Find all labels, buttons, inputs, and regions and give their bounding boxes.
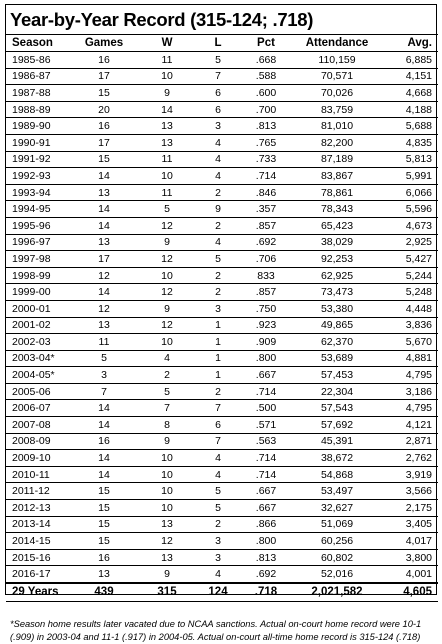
cell-avg: 6,066 bbox=[405, 186, 432, 199]
cell-games: 11 bbox=[98, 335, 110, 348]
cell-pct: 833 bbox=[257, 269, 275, 282]
cell-wins: 11 bbox=[161, 53, 173, 66]
cell-losses: 5 bbox=[215, 485, 221, 498]
cell-losses: 3 bbox=[215, 120, 221, 133]
cell-pct: .692 bbox=[255, 567, 277, 580]
cell-pct: .714 bbox=[255, 169, 277, 182]
table-title: Year-by-Year Record (315-124; .718) bbox=[10, 9, 314, 30]
cell-losses: 7 bbox=[215, 402, 221, 415]
totals-games: 439 bbox=[94, 586, 114, 599]
table-row bbox=[6, 450, 438, 467]
table-row bbox=[6, 267, 438, 284]
cell-losses: 2 bbox=[215, 385, 221, 398]
cell-season: 1998-99 bbox=[12, 269, 51, 282]
cell-wins: 11 bbox=[161, 186, 173, 199]
table-row bbox=[6, 101, 438, 118]
table-row bbox=[6, 383, 438, 400]
cell-wins: 8 bbox=[164, 418, 170, 431]
cell-wins: 9 bbox=[164, 567, 170, 580]
cell-season: 2003-04* bbox=[12, 352, 55, 365]
cell-wins: 10 bbox=[161, 70, 173, 83]
col-header-wins: W bbox=[161, 37, 173, 49]
cell-season: 1985-86 bbox=[12, 53, 51, 66]
cell-avg: 4,017 bbox=[405, 535, 432, 548]
table-row bbox=[6, 417, 438, 434]
cell-wins: 9 bbox=[164, 435, 170, 448]
cell-wins: 12 bbox=[161, 286, 173, 299]
cell-season: 2001-02 bbox=[12, 319, 51, 332]
cell-games: 14 bbox=[98, 418, 110, 431]
cell-pct: .692 bbox=[255, 236, 277, 249]
cell-attendance: 52,016 bbox=[320, 567, 354, 580]
table-row bbox=[6, 68, 438, 85]
cell-season: 2007-08 bbox=[12, 418, 51, 431]
cell-wins: 10 bbox=[161, 452, 173, 465]
cell-losses: 4 bbox=[215, 567, 221, 580]
cell-pct: .668 bbox=[255, 53, 277, 66]
cell-losses: 4 bbox=[215, 169, 221, 182]
cell-attendance: 92,253 bbox=[320, 252, 354, 265]
cell-attendance: 49,865 bbox=[320, 319, 354, 332]
cell-pct: .813 bbox=[255, 551, 277, 564]
col-header-pct: Pct bbox=[257, 37, 275, 49]
cell-games: 12 bbox=[98, 269, 110, 282]
cell-games: 7 bbox=[101, 385, 107, 398]
cell-attendance: 53,380 bbox=[320, 302, 354, 315]
cell-season: 2009-10 bbox=[12, 452, 51, 465]
cell-pct: .800 bbox=[255, 535, 277, 548]
table-row bbox=[6, 201, 438, 218]
totals-wins: 315 bbox=[157, 586, 177, 599]
totals-attendance: 2,021,582 bbox=[311, 586, 363, 599]
cell-pct: .600 bbox=[255, 86, 277, 99]
cell-pct: .714 bbox=[255, 452, 277, 465]
table-row bbox=[6, 483, 438, 500]
cell-avg: 4,448 bbox=[405, 302, 432, 315]
cell-avg: 4,881 bbox=[405, 352, 432, 365]
cell-season: 1992-93 bbox=[12, 169, 51, 182]
cell-attendance: 82,200 bbox=[320, 136, 354, 149]
col-header-avg: Avg. bbox=[407, 37, 432, 49]
cell-wins: 13 bbox=[161, 518, 173, 531]
cell-attendance: 54,868 bbox=[320, 468, 354, 481]
cell-season: 2011-12 bbox=[12, 485, 50, 498]
cell-wins: 10 bbox=[161, 501, 173, 514]
cell-losses: 9 bbox=[215, 203, 221, 216]
cell-wins: 14 bbox=[161, 103, 173, 116]
cell-avg: 2,175 bbox=[405, 501, 432, 514]
cell-avg: 4,668 bbox=[405, 86, 432, 99]
record-table bbox=[6, 34, 438, 602]
cell-avg: 4,795 bbox=[405, 369, 432, 382]
cell-avg: 4,795 bbox=[405, 402, 432, 415]
cell-losses: 2 bbox=[215, 518, 221, 531]
cell-games: 15 bbox=[98, 535, 110, 548]
cell-attendance: 57,543 bbox=[320, 402, 354, 415]
cell-avg: 2,762 bbox=[405, 452, 432, 465]
totals-season: 29 Years bbox=[12, 586, 59, 599]
cell-season: 2008-09 bbox=[12, 435, 51, 448]
cell-wins: 2 bbox=[164, 369, 170, 382]
cell-wins: 9 bbox=[164, 86, 170, 99]
cell-losses: 4 bbox=[215, 136, 221, 149]
table-row bbox=[6, 134, 438, 151]
cell-avg: 3,186 bbox=[405, 385, 432, 398]
cell-games: 14 bbox=[98, 219, 110, 232]
cell-season: 2012-13 bbox=[12, 501, 51, 514]
cell-wins: 12 bbox=[161, 252, 173, 265]
cell-avg: 3,800 bbox=[405, 551, 432, 564]
cell-pct: .857 bbox=[255, 286, 277, 299]
col-header-season: Season bbox=[12, 37, 53, 49]
cell-attendance: 110,159 bbox=[318, 53, 356, 66]
cell-games: 14 bbox=[98, 169, 110, 182]
cell-losses: 4 bbox=[215, 153, 221, 166]
cell-wins: 12 bbox=[161, 319, 173, 332]
cell-avg: 4,835 bbox=[405, 136, 432, 149]
cell-games: 16 bbox=[98, 120, 110, 133]
footnote: *Season home results later vacated due to NCAA sanctions. Actual on-court home record were 10-1 (.909) in 2003-04 and 11-1 (.917) in 2004-05. Actual on-court all-time home record is 315-124 (.718) bbox=[10, 619, 422, 642]
cell-losses: 2 bbox=[215, 286, 221, 299]
cell-games: 14 bbox=[98, 286, 110, 299]
cell-pct: .800 bbox=[255, 352, 277, 365]
cell-attendance: 65,423 bbox=[320, 219, 354, 232]
cell-wins: 5 bbox=[164, 203, 170, 216]
cell-pct: .857 bbox=[255, 219, 277, 232]
cell-avg: 5,670 bbox=[405, 335, 432, 348]
cell-season: 1988-89 bbox=[12, 103, 51, 116]
cell-pct: .563 bbox=[255, 435, 277, 448]
cell-attendance: 57,692 bbox=[320, 418, 354, 431]
cell-losses: 2 bbox=[215, 219, 221, 232]
cell-avg: 5,244 bbox=[405, 269, 432, 282]
cell-season: 1999-00 bbox=[12, 286, 51, 299]
cell-games: 14 bbox=[98, 203, 110, 216]
cell-pct: .765 bbox=[255, 136, 277, 149]
cell-losses: 4 bbox=[215, 236, 221, 249]
table-row bbox=[6, 433, 438, 450]
cell-attendance: 53,689 bbox=[320, 352, 354, 365]
cell-games: 14 bbox=[98, 468, 110, 481]
table-row bbox=[6, 184, 438, 201]
cell-avg: 4,673 bbox=[405, 219, 432, 232]
cell-pct: .667 bbox=[255, 501, 277, 514]
cell-wins: 4 bbox=[164, 352, 170, 365]
cell-season: 2016-17 bbox=[12, 567, 51, 580]
cell-games: 14 bbox=[98, 452, 110, 465]
cell-wins: 9 bbox=[164, 236, 170, 249]
table-row bbox=[6, 533, 438, 550]
cell-losses: 1 bbox=[215, 319, 221, 332]
table-row bbox=[6, 566, 438, 583]
cell-attendance: 60,802 bbox=[320, 551, 354, 564]
cell-games: 15 bbox=[98, 153, 110, 166]
cell-attendance: 38,672 bbox=[320, 452, 354, 465]
cell-wins: 10 bbox=[161, 269, 173, 282]
table-row bbox=[6, 350, 438, 367]
table-row bbox=[6, 466, 438, 483]
cell-games: 12 bbox=[98, 302, 110, 315]
cell-games: 13 bbox=[98, 567, 110, 580]
cell-losses: 4 bbox=[215, 452, 221, 465]
cell-games: 14 bbox=[98, 402, 110, 415]
cell-avg: 3,919 bbox=[405, 468, 432, 481]
cell-attendance: 53,497 bbox=[320, 485, 354, 498]
cell-games: 15 bbox=[98, 86, 110, 99]
cell-losses: 5 bbox=[215, 501, 221, 514]
cell-losses: 5 bbox=[215, 53, 221, 66]
cell-games: 16 bbox=[98, 53, 110, 66]
cell-games: 17 bbox=[98, 136, 110, 149]
cell-avg: 4,001 bbox=[405, 567, 432, 580]
cell-avg: 5,991 bbox=[405, 169, 432, 182]
col-header-losses: L bbox=[214, 37, 222, 49]
table-row bbox=[6, 251, 438, 268]
cell-wins: 11 bbox=[161, 153, 173, 166]
cell-losses: 1 bbox=[215, 369, 221, 382]
cell-pct: .750 bbox=[255, 302, 277, 315]
cell-pct: .923 bbox=[255, 319, 277, 332]
table-row bbox=[6, 168, 438, 185]
cell-attendance: 78,343 bbox=[320, 203, 354, 216]
cell-wins: 10 bbox=[161, 468, 173, 481]
cell-season: 1987-88 bbox=[12, 86, 51, 99]
table-row bbox=[6, 234, 438, 251]
cell-attendance: 87,189 bbox=[320, 153, 354, 166]
cell-season: 1997-98 bbox=[12, 252, 51, 265]
record-table-card bbox=[5, 4, 437, 642]
table-row bbox=[6, 500, 438, 517]
cell-season: 2015-16 bbox=[12, 551, 51, 564]
cell-pct: .667 bbox=[255, 369, 277, 382]
cell-pct: .866 bbox=[255, 518, 277, 531]
cell-avg: 2,871 bbox=[405, 435, 432, 448]
cell-losses: 1 bbox=[215, 335, 221, 348]
cell-losses: 6 bbox=[215, 103, 221, 116]
cell-losses: 3 bbox=[215, 535, 221, 548]
cell-avg: 5,596 bbox=[405, 203, 432, 216]
cell-wins: 13 bbox=[161, 136, 173, 149]
cell-games: 17 bbox=[98, 70, 110, 83]
cell-season: 2002-03 bbox=[12, 335, 51, 348]
cell-attendance: 57,453 bbox=[320, 369, 354, 382]
cell-avg: 3,836 bbox=[405, 319, 432, 332]
cell-pct: .909 bbox=[255, 335, 277, 348]
cell-attendance: 22,304 bbox=[320, 385, 354, 398]
cell-wins: 5 bbox=[164, 385, 170, 398]
cell-pct: .571 bbox=[255, 418, 277, 431]
cell-avg: 5,248 bbox=[405, 286, 432, 299]
cell-avg: 5,427 bbox=[405, 252, 432, 265]
cell-games: 17 bbox=[98, 252, 110, 265]
col-header-attendance: Attendance bbox=[305, 37, 369, 49]
cell-season: 1996-97 bbox=[12, 236, 51, 249]
cell-attendance: 51,069 bbox=[320, 518, 354, 531]
cell-season: 2004-05* bbox=[12, 369, 55, 382]
cell-games: 15 bbox=[98, 485, 110, 498]
cell-season: 2014-15 bbox=[12, 535, 51, 548]
table-row bbox=[6, 317, 438, 334]
cell-losses: 2 bbox=[215, 186, 221, 199]
cell-pct: .733 bbox=[255, 153, 277, 166]
table-row bbox=[6, 400, 438, 417]
cell-avg: 5,813 bbox=[405, 153, 432, 166]
cell-season: 1986-87 bbox=[12, 70, 51, 83]
cell-games: 13 bbox=[98, 186, 110, 199]
cell-pct: .588 bbox=[255, 70, 277, 83]
table-row bbox=[6, 85, 438, 102]
table-row bbox=[6, 217, 438, 234]
cell-season: 1994-95 bbox=[12, 203, 51, 216]
cell-season: 2005-06 bbox=[12, 385, 51, 398]
table-row bbox=[6, 549, 438, 566]
cell-wins: 7 bbox=[164, 402, 170, 415]
cell-attendance: 60,256 bbox=[320, 535, 354, 548]
cell-wins: 9 bbox=[164, 302, 170, 315]
table-row bbox=[6, 334, 438, 351]
cell-avg: 6,885 bbox=[405, 53, 432, 66]
cell-losses: 6 bbox=[215, 86, 221, 99]
cell-wins: 10 bbox=[161, 335, 173, 348]
table-row bbox=[6, 118, 438, 135]
cell-games: 16 bbox=[98, 551, 110, 564]
cell-wins: 13 bbox=[161, 551, 173, 564]
cell-losses: 6 bbox=[215, 418, 221, 431]
cell-season: 1993-94 bbox=[12, 186, 51, 199]
cell-attendance: 70,571 bbox=[320, 70, 354, 83]
cell-wins: 10 bbox=[161, 169, 173, 182]
cell-season: 1991-92 bbox=[12, 153, 51, 166]
table-row bbox=[6, 52, 438, 69]
cell-attendance: 83,759 bbox=[320, 103, 354, 116]
cell-losses: 7 bbox=[215, 70, 221, 83]
cell-losses: 7 bbox=[215, 435, 221, 448]
cell-attendance: 83,867 bbox=[320, 169, 354, 182]
cell-losses: 4 bbox=[215, 468, 221, 481]
cell-losses: 3 bbox=[215, 302, 221, 315]
cell-season: 1990-91 bbox=[12, 136, 51, 149]
cell-wins: 10 bbox=[161, 485, 173, 498]
cell-pct: .700 bbox=[255, 103, 277, 116]
table-row bbox=[6, 284, 438, 301]
cell-avg: 3,405 bbox=[405, 518, 432, 531]
cell-season: 2013-14 bbox=[12, 518, 51, 531]
cell-attendance: 32,627 bbox=[320, 501, 354, 514]
cell-losses: 2 bbox=[215, 269, 221, 282]
table-row bbox=[6, 300, 438, 317]
cell-losses: 3 bbox=[215, 551, 221, 564]
cell-avg: 5,688 bbox=[405, 120, 432, 133]
cell-season: 1989-90 bbox=[12, 120, 51, 133]
cell-attendance: 62,370 bbox=[320, 335, 354, 348]
cell-games: 3 bbox=[101, 369, 107, 382]
cell-avg: 4,121 bbox=[405, 418, 432, 431]
cell-attendance: 45,391 bbox=[320, 435, 354, 448]
table-row bbox=[6, 516, 438, 533]
cell-avg: 3,566 bbox=[405, 485, 432, 498]
cell-attendance: 73,473 bbox=[320, 286, 354, 299]
cell-season: 1995-96 bbox=[12, 219, 51, 232]
cell-season: 2006-07 bbox=[12, 402, 51, 415]
cell-wins: 13 bbox=[161, 120, 173, 133]
cell-season: 2010-11 bbox=[12, 468, 50, 481]
cell-pct: .667 bbox=[255, 485, 277, 498]
cell-pct: .500 bbox=[255, 402, 277, 415]
cell-games: 5 bbox=[101, 352, 107, 365]
cell-attendance: 70,026 bbox=[320, 86, 354, 99]
cell-pct: .714 bbox=[255, 385, 277, 398]
cell-attendance: 62,925 bbox=[320, 269, 354, 282]
cell-losses: 5 bbox=[215, 252, 221, 265]
table-body bbox=[6, 52, 438, 583]
cell-avg: 4,151 bbox=[405, 70, 432, 83]
cell-pct: .813 bbox=[255, 120, 277, 133]
cell-avg: 2,925 bbox=[405, 236, 432, 249]
cell-pct: .846 bbox=[255, 186, 277, 199]
cell-games: 13 bbox=[98, 236, 110, 249]
cell-attendance: 78,861 bbox=[320, 186, 354, 199]
header-row bbox=[6, 35, 438, 52]
totals-row bbox=[6, 583, 438, 602]
cell-games: 20 bbox=[98, 103, 110, 116]
cell-wins: 12 bbox=[161, 535, 173, 548]
cell-avg: 4,188 bbox=[405, 103, 432, 116]
totals-avg: 4,605 bbox=[403, 586, 432, 599]
cell-season: 2000-01 bbox=[12, 302, 51, 315]
table-row bbox=[6, 367, 438, 384]
totals-losses: 124 bbox=[208, 586, 228, 599]
col-header-games: Games bbox=[84, 37, 124, 49]
cell-pct: .357 bbox=[255, 203, 277, 216]
cell-pct: .706 bbox=[255, 252, 277, 265]
cell-pct: .714 bbox=[255, 468, 277, 481]
cell-games: 15 bbox=[98, 501, 110, 514]
table-row bbox=[6, 151, 438, 168]
cell-losses: 1 bbox=[215, 352, 221, 365]
cell-games: 13 bbox=[98, 319, 110, 332]
totals-pct: .718 bbox=[254, 586, 278, 599]
cell-games: 16 bbox=[98, 435, 110, 448]
cell-wins: 12 bbox=[161, 219, 173, 232]
cell-games: 15 bbox=[98, 518, 110, 531]
cell-attendance: 38,029 bbox=[320, 236, 354, 249]
cell-attendance: 81,010 bbox=[320, 120, 354, 133]
